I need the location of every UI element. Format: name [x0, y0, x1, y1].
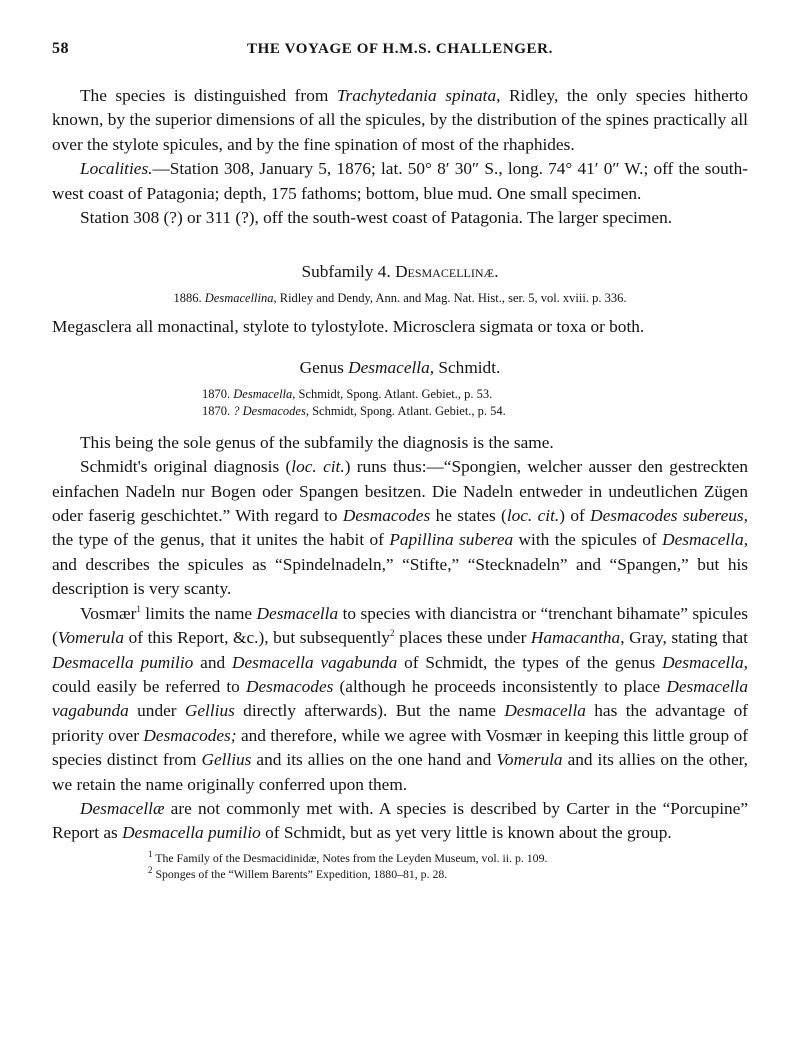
paragraph-vosmaer: Vosmær$^1$ limits the name Desmacella to species with diancistra or “trenchant bihamate” spicules (Vomerula of this Report, &c.), but subsequently$^2$ places these under Hamacantha, Gray, stating that Desmacella pumilio and Desmacella vagabunda of Schmidt, the types of the genus Desmacella, could easily be referred to Desmacodes (although he proceeds inconsistently to place Desmacella vagabunda under Gellius directly afterwards). But the name Desmacella has the advantage of priority over Desmacodes; and therefore, while we agree with Vosmær in keeping this little group of species distinct from Gellius and its allies on the one hand and Vomerula and its allies on the other, we retain the name originally conferred upon them. [52, 603, 749, 794]
paragraph-species-distinction: The species is distinguished from Trachytedania spinata, Ridley, the only species hitherto known, by the superior dimensions of all the spicules, by the distribution of the spines practically all over the stylote spicules, and by the fine spination of most of the rhaphides. [52, 86, 748, 154]
genus-citation-1: 1870. Desmacella, Schmidt, Spong. Atlant. Gebiet., p. 53. [202, 386, 493, 401]
footnote-ref-2: 2 [390, 628, 395, 639]
genus-heading: Genus Desmacella, Schmidt. [299, 357, 501, 377]
footnotes [148, 850, 748, 882]
subfamily-heading: Subfamily 4. Desmacellinæ. [301, 262, 499, 282]
paragraph-localities: Localities.—Station 308, January 5, 1876; lat. 50° 8′ 30″ S., long. 74° 41′ 0″ W.; off the south-west coast of Patagonia; depth, 175 fathoms; bottom, blue mud. One small specimen. [52, 159, 748, 203]
paragraph-desmacellae: Desmacellæ are not commonly met with. A species is described by Carter in the “Porcupine” Report as Desmacella pumilio of Schmidt, but as yet very little is known about the group. [52, 798, 748, 843]
genus-citation-2: 1870. ? Desmacodes, Schmidt, Spong. Atlant. Gebiet., p. 54. [202, 404, 506, 419]
footnote-1: $^1$ The Family of the Desmacidinidæ, Notes from the Leyden Museum, vol. ii. p. 109. [148, 848, 548, 865]
page-number: 58 [52, 40, 69, 57]
running-head [52, 40, 748, 62]
running-title: THE VOYAGE OF H.M.S. CHALLENGER. [247, 41, 553, 57]
footnote-ref-1: 1 [136, 603, 141, 614]
subfamily-citation: 1886. Desmacellina, Ridley and Dendy, Ann. and Mag. Nat. Hist., ser. 5, vol. xviii. p. 336. [173, 291, 627, 306]
genus-citations [202, 386, 748, 421]
footnote-2: $^2$ Sponges of the “Willem Barents” Expedition, 1880–81, p. 28. [148, 864, 448, 881]
paragraph-sole-genus: This being the sole genus of the subfamily the diagnosis is the same. [80, 432, 554, 452]
paragraph-station: Station 308 (?) or 311 (?), off the south-west coast of Patagonia. The larger specimen. [80, 208, 673, 228]
document-page [52, 40, 748, 882]
subfamily-diagnosis: Megasclera all monactinal, stylote to tylostylote. Microsclera sigmata or toxa or both. [52, 317, 645, 337]
paragraph-schmidt-diagnosis: Schmidt's original diagnosis (loc. cit.) runs thus:—“Spongien, welcher ausser den gestreckten einfachen Nadeln nur Bogen oder Spangen besitzen. Die Nadeln entweder in undeutlichen Zügen oder faserig geschichtet.” With regard to Desmacodes he states (loc. cit.) of Desmacodes subereus, the type of the genus, that it unites the habit of Papillina suberea with the spicules of Desmacella, and describes the spicules as “Spindelnadeln,” “Stifte,” “Stecknadeln” and “Spangen,” but his description is very scanty. [52, 457, 749, 599]
